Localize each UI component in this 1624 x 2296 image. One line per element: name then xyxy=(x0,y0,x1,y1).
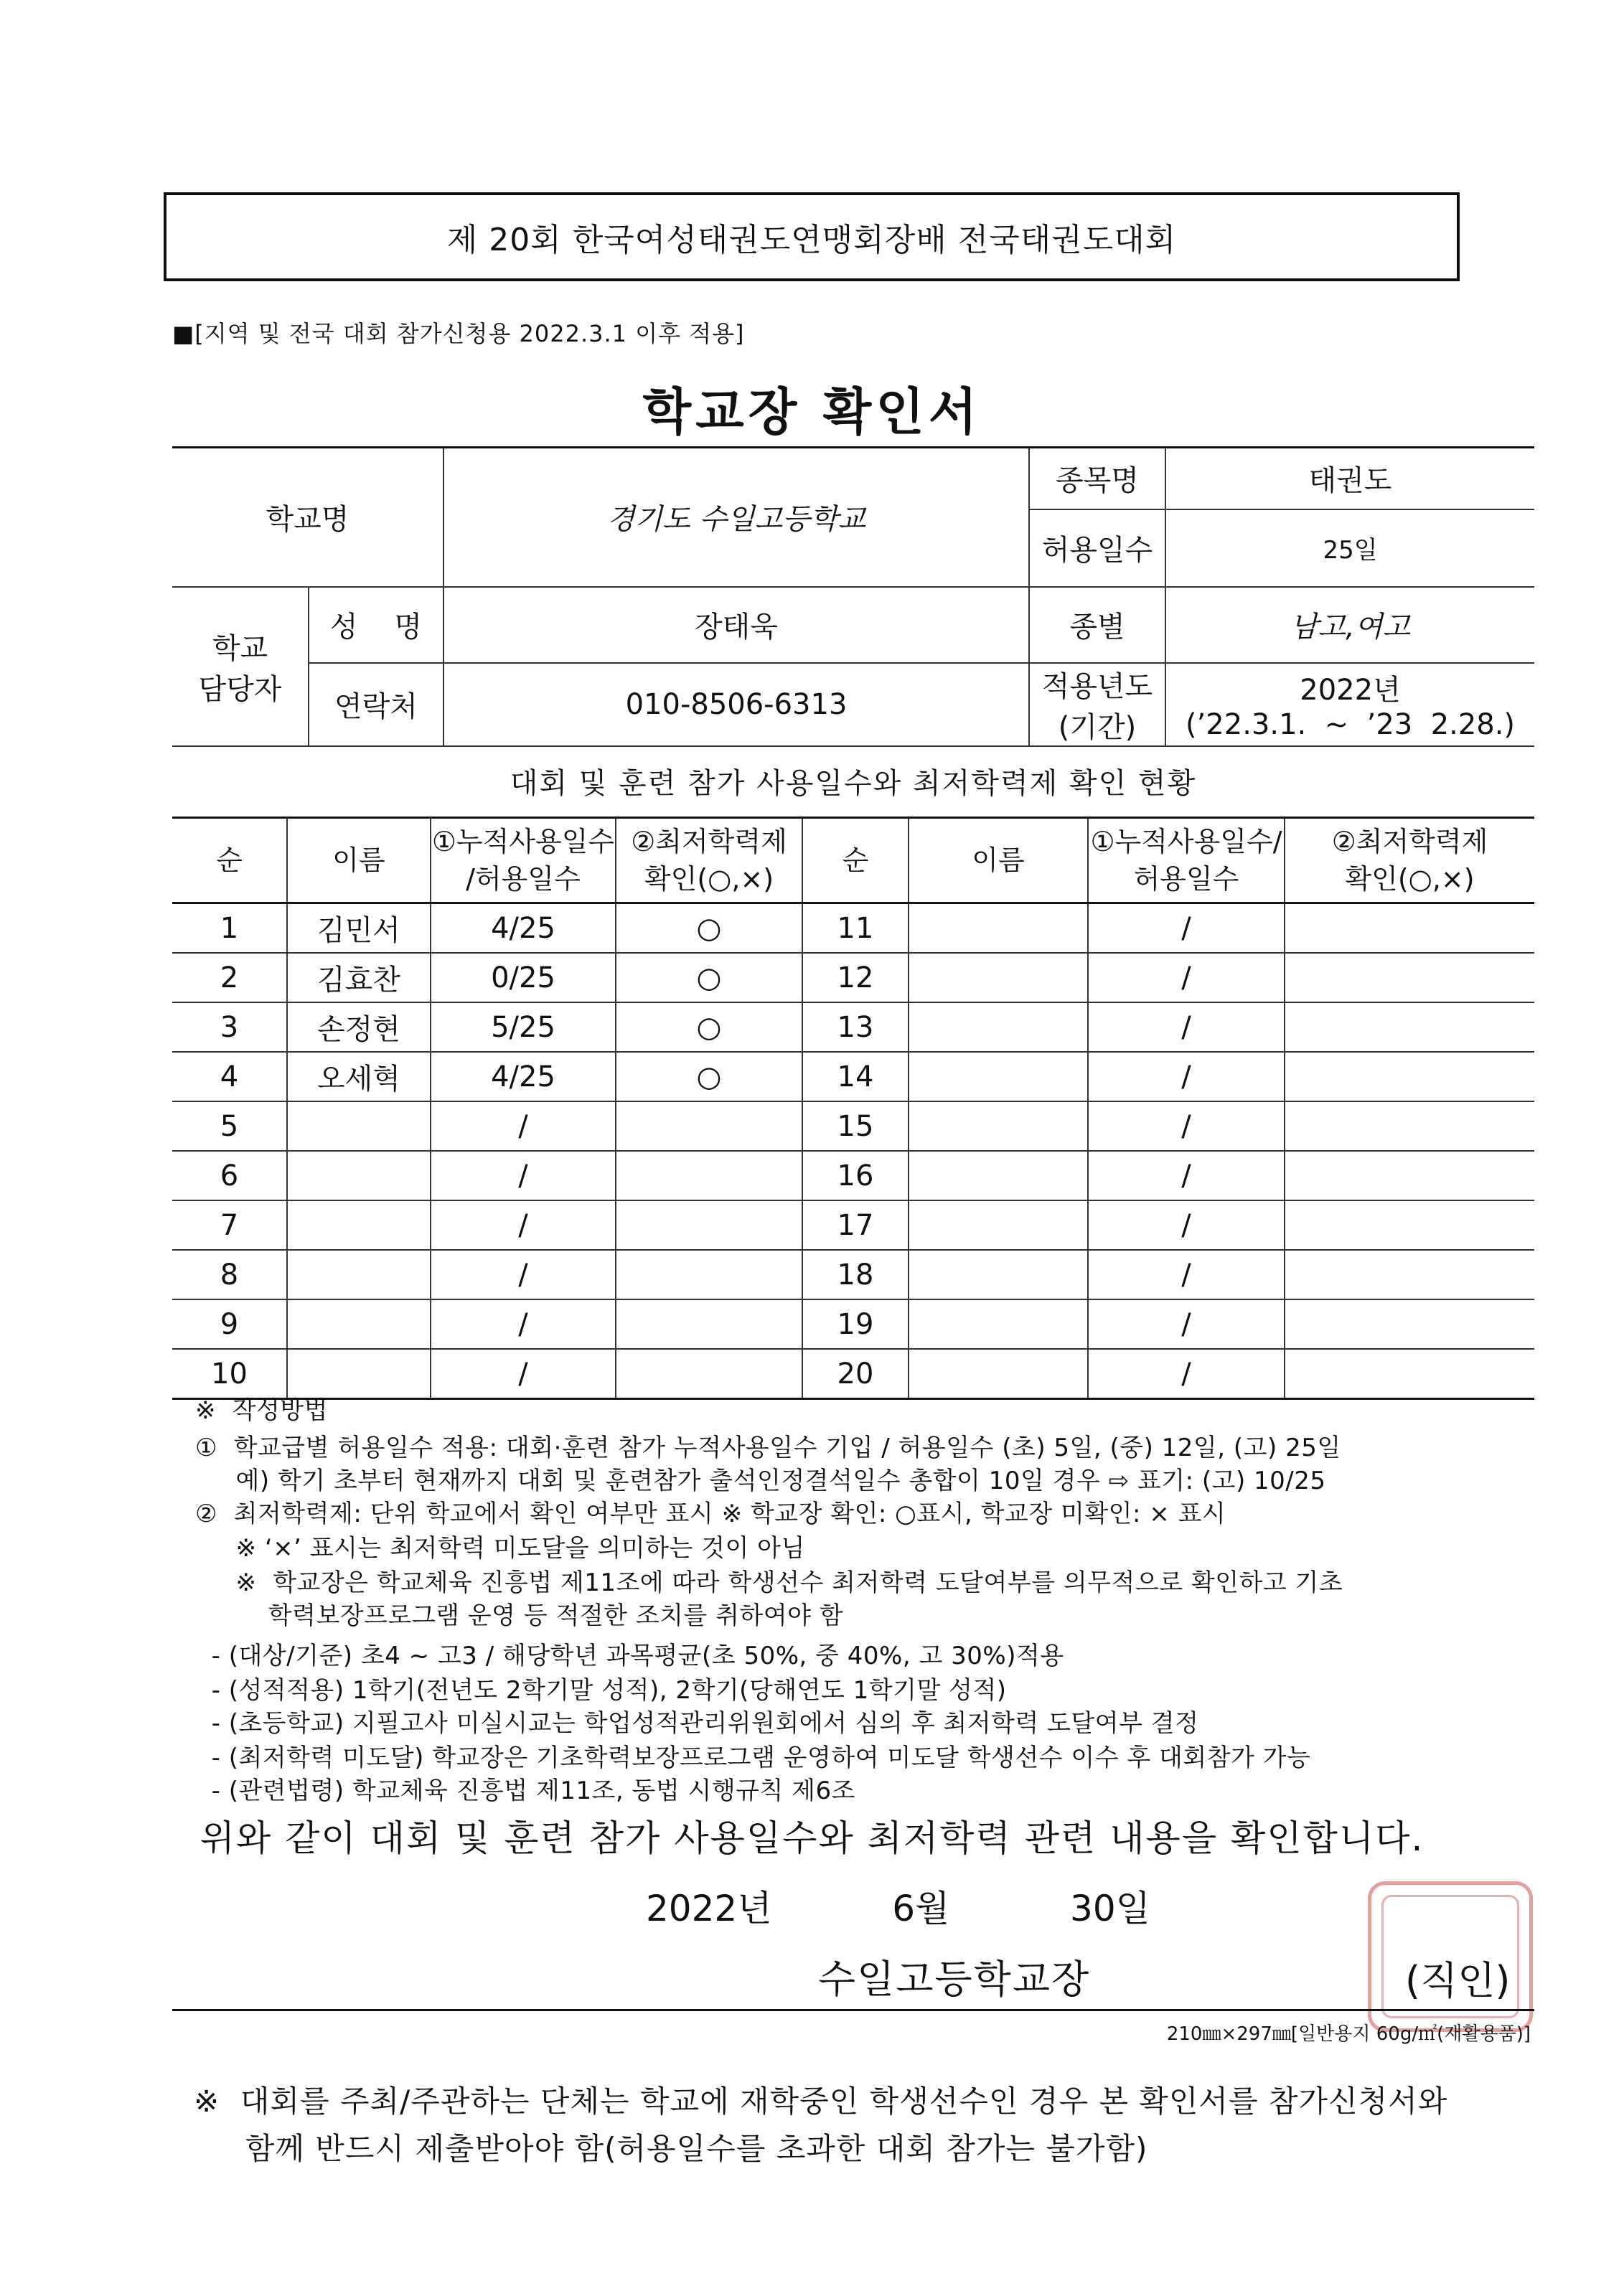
row-days: 5/25 xyxy=(431,1002,616,1052)
row-days: / xyxy=(431,1349,616,1399)
header-name: 이름 xyxy=(287,818,431,903)
row-check xyxy=(1285,1151,1534,1200)
row-name xyxy=(909,1250,1088,1299)
row-name: 김민서 xyxy=(287,903,431,954)
row-name xyxy=(909,953,1088,1002)
instruction-line: - (성적적용) 1학기(전년도 2학기말 성적), 2학기(당해연도 1학기말 성적) xyxy=(195,1676,1007,1705)
row-no: 6 xyxy=(172,1151,287,1200)
row-days: / xyxy=(1088,1151,1285,1200)
manager-name-value: 장태욱 xyxy=(443,587,1029,663)
row-check xyxy=(1285,1101,1534,1151)
header-check: ②최저학력제 확인(○,×) xyxy=(616,818,802,903)
row-name xyxy=(909,1052,1088,1101)
instruction-line: ※ ‘×’ 표시는 최저학력 미도달을 의미하는 것이 아님 xyxy=(195,1534,805,1563)
row-name: 손정현 xyxy=(287,1002,431,1052)
row-no: 1 xyxy=(172,903,287,954)
row-days: / xyxy=(431,1200,616,1250)
row-no: 11 xyxy=(802,903,909,954)
gender-label: 종별 xyxy=(1029,587,1165,663)
row-days: / xyxy=(1088,1052,1285,1101)
table-row xyxy=(172,903,1534,954)
confirmation-statement: 위와 같이 대회 및 훈련 참가 사용일수와 최저학력 관련 내용을 확인합니다. xyxy=(200,1817,1424,1859)
allowed-days-label: 허용일수 xyxy=(1029,509,1165,587)
instruction-line: ② 최저학력제: 단위 학교에서 확인 여부만 표시 ※ 학교장 확인: ○표시, 학교장 미확인: × 표시 xyxy=(195,1500,1226,1528)
seal-label: (직인) xyxy=(1405,1958,1511,2003)
row-no: 14 xyxy=(802,1052,909,1101)
header-check-right: ②최저학력제 확인(○,×) xyxy=(1285,818,1534,903)
row-days: / xyxy=(1088,1349,1285,1399)
table-row xyxy=(172,1299,1534,1349)
manager-name-label: 성 명 xyxy=(309,587,443,663)
row-name: 오세혁 xyxy=(287,1052,431,1101)
row-check xyxy=(1285,1299,1534,1349)
sport-label: 종목명 xyxy=(1029,448,1165,509)
row-no: 2 xyxy=(172,953,287,1002)
row-days: / xyxy=(431,1299,616,1349)
contact-value: 010-8506-6313 xyxy=(443,663,1029,746)
row-check xyxy=(1285,1349,1534,1399)
table-row xyxy=(172,1101,1534,1151)
row-days: / xyxy=(1088,1200,1285,1250)
row-check xyxy=(1285,953,1534,1002)
row-name xyxy=(287,1250,431,1299)
row-days: / xyxy=(431,1151,616,1200)
row-no: 13 xyxy=(802,1002,909,1052)
instruction-line: - (초등학교) 지필고사 미실시교는 학업성적관리위원회에서 심의 후 최저학력 도달여부 결정 xyxy=(195,1709,1199,1738)
row-no: 19 xyxy=(802,1299,909,1349)
row-check: ○ xyxy=(616,903,802,954)
row-days: / xyxy=(1088,1299,1285,1349)
header-name-right: 이름 xyxy=(909,818,1088,903)
table-row xyxy=(172,1349,1534,1399)
manager-label: 학교 담당자 xyxy=(172,587,309,746)
contact-label: 연락처 xyxy=(309,663,443,746)
row-no: 10 xyxy=(172,1349,287,1399)
event-title: 제 20회 한국여성태권도연맹회장배 전국태권도대회 xyxy=(446,222,1177,258)
table-row xyxy=(172,1052,1534,1101)
row-no: 5 xyxy=(172,1101,287,1151)
row-days: / xyxy=(1088,953,1285,1002)
row-check xyxy=(616,1250,802,1299)
instruction-line: ① 학교급별 허용일수 적용: 대회·훈련 참가 누적사용일수 기입 / 허용일수 (초) 5일, (중) 12일, (고) 25일 xyxy=(195,1434,1341,1462)
signature-divider xyxy=(172,2009,1534,2011)
row-days: 4/25 xyxy=(431,1052,616,1101)
instruction-line: 학력보장프로그램 운영 등 적절한 조치를 취하여야 함 xyxy=(195,1601,844,1630)
row-days: / xyxy=(1088,1250,1285,1299)
row-check xyxy=(616,1349,802,1399)
row-name: 김효찬 xyxy=(287,953,431,1002)
row-days: / xyxy=(431,1101,616,1151)
confirmation-date: 2022년 6월 30일 xyxy=(646,1888,1150,1929)
row-check xyxy=(616,1151,802,1200)
row-name xyxy=(909,903,1088,954)
row-days: / xyxy=(431,1250,616,1299)
table-row xyxy=(172,1002,1534,1052)
row-days: / xyxy=(1088,1002,1285,1052)
row-check xyxy=(1285,1052,1534,1101)
footer-note-line-2: 함께 반드시 제출받아야 함(허용일수를 초과한 대회 참가는 불가함) xyxy=(194,2131,1148,2166)
row-no: 7 xyxy=(172,1200,287,1250)
school-name-label: 학교명 xyxy=(172,448,443,587)
table-row xyxy=(172,1151,1534,1200)
row-days: / xyxy=(1088,903,1285,954)
row-no: 12 xyxy=(802,953,909,1002)
row-check xyxy=(1285,1002,1534,1052)
row-no: 16 xyxy=(802,1151,909,1200)
row-no: 4 xyxy=(172,1052,287,1101)
row-no: 20 xyxy=(802,1349,909,1399)
header-days-right: ①누적사용일수/ 허용일수 xyxy=(1088,818,1285,903)
instruction-line: - (관련법령) 학교체육 진흥법 제11조, 동법 시행규칙 제6조 xyxy=(195,1777,855,1805)
header-no-right: 순 xyxy=(802,818,909,903)
row-name xyxy=(909,1151,1088,1200)
row-days: / xyxy=(1088,1101,1285,1151)
instruction-line: ※ 작성방법 xyxy=(195,1396,328,1425)
row-check xyxy=(1285,1200,1534,1250)
instruction-line: - (최저학력 미도달) 학교장은 기초학력보장프로그램 운영하여 미도달 학생선수 이수 후 대회참가 가능 xyxy=(195,1744,1311,1772)
instruction-line: ※ 학교장은 학교체육 진흥법 제11조에 따라 학생선수 최저학력 도달여부를 의무적으로 확인하고 기초 xyxy=(195,1568,1343,1597)
row-name xyxy=(909,1101,1088,1151)
table-row xyxy=(172,1250,1534,1299)
header-days: ①누적사용일수 /허용일수 xyxy=(431,818,616,903)
row-name xyxy=(909,1002,1088,1052)
sport-value: 태권도 xyxy=(1165,448,1534,509)
row-check xyxy=(616,1299,802,1349)
instruction-line: - (대상/기준) 초4 ~ 고3 / 해당학년 과목평균(초 50%, 중 40%, 고 30%)적용 xyxy=(195,1642,1064,1670)
school-name-value: 경기도 수일고등학교 xyxy=(443,448,1029,587)
school-info-table xyxy=(172,446,1534,747)
row-check: ○ xyxy=(616,1052,802,1101)
row-name xyxy=(909,1200,1088,1250)
row-no: 9 xyxy=(172,1299,287,1349)
form-note: ■[지역 및 전국 대회 참가신청용 2022.3.1 이후 적용] xyxy=(172,320,745,347)
allowed-days-value: 25일 xyxy=(1165,509,1534,587)
row-days: 4/25 xyxy=(431,903,616,954)
principal-name: 수일고등학교장 xyxy=(818,1957,1091,2002)
row-no: 15 xyxy=(802,1101,909,1151)
row-name xyxy=(287,1299,431,1349)
row-no: 3 xyxy=(172,1002,287,1052)
gender-value: 남고,여고 xyxy=(1165,587,1534,663)
row-name xyxy=(909,1349,1088,1399)
row-check xyxy=(1285,903,1534,954)
status-table xyxy=(172,817,1534,1400)
footer-note-line-1: ※ 대회를 주최/주관하는 단체는 학교에 재학중인 학생선수인 경우 본 확인서를 참가신청서와 xyxy=(194,2084,1448,2119)
document-title: 학교장 확인서 xyxy=(642,382,982,441)
row-no: 8 xyxy=(172,1250,287,1299)
row-check xyxy=(616,1200,802,1250)
row-check: ○ xyxy=(616,1002,802,1052)
row-days: 0/25 xyxy=(431,953,616,1002)
row-no: 18 xyxy=(802,1250,909,1299)
header-no: 순 xyxy=(172,818,287,903)
row-name xyxy=(909,1299,1088,1349)
row-check: ○ xyxy=(616,953,802,1002)
row-name xyxy=(287,1151,431,1200)
year-label: 적용년도 (기간) xyxy=(1029,663,1165,746)
row-check xyxy=(616,1101,802,1151)
row-check xyxy=(1285,1250,1534,1299)
paper-spec: 210㎜×297㎜[일반용지 60g/㎡(재활용품)] xyxy=(1166,2023,1531,2045)
instruction-line: 예) 학기 초부터 현재까지 대회 및 훈련참가 출석인정결석일수 총합이 10일 경우 ⇨ 표기: (고) 10/25 xyxy=(195,1467,1326,1495)
section-title: 대회 및 훈련 참가 사용일수와 최저학력제 확인 현황 xyxy=(510,767,1197,800)
row-name xyxy=(287,1200,431,1250)
year-value: 2022년 (’22.3.1. ~ ’23 2.28.) xyxy=(1165,663,1534,746)
table-row xyxy=(172,953,1534,1002)
row-name xyxy=(287,1101,431,1151)
row-no: 17 xyxy=(802,1200,909,1250)
event-title-box xyxy=(164,192,1460,281)
table-row xyxy=(172,1200,1534,1250)
